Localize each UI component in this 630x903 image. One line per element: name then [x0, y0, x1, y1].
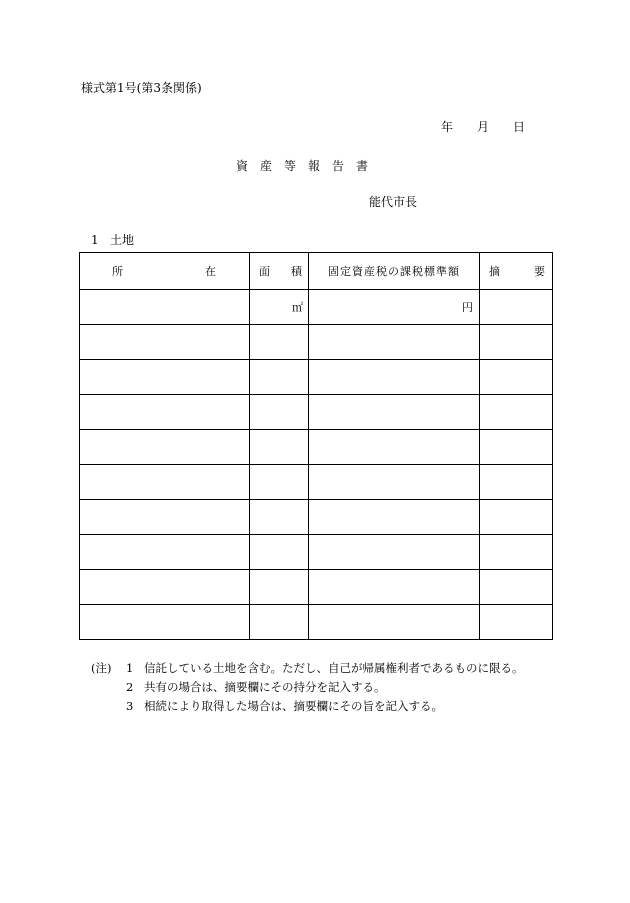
cell-remarks[interactable] — [480, 570, 553, 605]
cell-location[interactable] — [80, 535, 250, 570]
table-row — [80, 325, 553, 360]
date-month-label: 月 — [477, 120, 490, 134]
table-row — [80, 290, 553, 325]
table-row — [80, 360, 553, 395]
header-tax-value-label: 固定資産税の課税標準額 — [328, 265, 460, 278]
cell-tax-value[interactable] — [309, 570, 480, 605]
note-item — [91, 659, 524, 678]
date-day-label: 日 — [513, 120, 526, 134]
table-row — [80, 605, 553, 640]
cell-location[interactable] — [80, 465, 250, 500]
header-location-part2: 在 — [205, 265, 216, 278]
table-row — [80, 570, 553, 605]
area-unit: ㎡ — [292, 301, 303, 314]
header-area — [250, 253, 309, 290]
cell-area[interactable] — [250, 570, 309, 605]
form-number: 様式第1号(第3条関係) — [81, 81, 202, 95]
cell-remarks[interactable] — [480, 325, 553, 360]
cell-remarks[interactable] — [480, 360, 553, 395]
section-heading — [91, 231, 134, 248]
note-item — [91, 678, 524, 697]
cell-tax-value[interactable] — [309, 325, 480, 360]
cell-area[interactable] — [250, 360, 309, 395]
cell-area[interactable] — [250, 535, 309, 570]
note-item — [91, 697, 524, 716]
cell-location[interactable] — [80, 325, 250, 360]
cell-area[interactable] — [250, 395, 309, 430]
cell-area-unit[interactable] — [250, 290, 309, 325]
cell-location[interactable] — [80, 290, 250, 325]
cell-tax-value[interactable] — [309, 605, 480, 640]
cell-location[interactable] — [80, 500, 250, 535]
yen-unit: 円 — [462, 301, 473, 314]
document-title: 資産等報告書 — [236, 159, 381, 173]
cell-tax-value[interactable] — [309, 500, 480, 535]
notes-label: (注) — [91, 661, 112, 675]
cell-location[interactable] — [80, 360, 250, 395]
table-row — [80, 430, 553, 465]
note-number: 2 — [126, 680, 134, 694]
cell-area[interactable] — [250, 325, 309, 360]
table-header-row — [80, 253, 553, 290]
cell-area[interactable] — [250, 605, 309, 640]
notes — [91, 659, 524, 716]
note-number: 3 — [126, 699, 134, 713]
cell-location[interactable] — [80, 430, 250, 465]
cell-remarks[interactable] — [480, 500, 553, 535]
cell-remarks[interactable] — [480, 605, 553, 640]
header-remarks-part1: 摘 — [489, 265, 500, 278]
table-row — [80, 535, 553, 570]
header-location — [80, 253, 250, 290]
cell-tax-value[interactable] — [309, 360, 480, 395]
note-number: 1 — [126, 661, 134, 675]
section-label: 土地 — [110, 233, 135, 247]
cell-remarks[interactable] — [480, 395, 553, 430]
cell-location[interactable] — [80, 395, 250, 430]
table-row — [80, 500, 553, 535]
cell-area[interactable] — [250, 430, 309, 465]
header-location-part1: 所 — [112, 265, 123, 278]
cell-remarks[interactable] — [480, 430, 553, 465]
cell-tax-value-unit[interactable] — [309, 290, 480, 325]
cell-remarks[interactable] — [480, 535, 553, 570]
addressee: 能代市長 — [369, 195, 418, 209]
header-remarks — [480, 253, 553, 290]
date-line — [441, 118, 525, 135]
header-tax-value — [309, 253, 480, 290]
section-number: 1 — [91, 233, 99, 247]
note-text: 共有の場合は、摘要欄にその持分を記入する。 — [144, 680, 386, 694]
table-row — [80, 395, 553, 430]
header-area-part2: 積 — [291, 265, 302, 278]
header-remarks-part2: 要 — [534, 265, 545, 278]
cell-remarks[interactable] — [480, 465, 553, 500]
date-year-label: 年 — [441, 120, 454, 134]
note-text: 信託している土地を含む。ただし、自己が帰属権利者であるものに限る。 — [144, 661, 524, 675]
cell-location[interactable] — [80, 605, 250, 640]
cell-tax-value[interactable] — [309, 430, 480, 465]
cell-tax-value[interactable] — [309, 535, 480, 570]
cell-area[interactable] — [250, 465, 309, 500]
cell-tax-value[interactable] — [309, 395, 480, 430]
land-table — [79, 252, 553, 640]
cell-tax-value[interactable] — [309, 465, 480, 500]
cell-location[interactable] — [80, 570, 250, 605]
cell-remarks[interactable] — [480, 290, 553, 325]
header-area-part1: 面 — [259, 265, 270, 278]
table-row — [80, 465, 553, 500]
note-text: 相続により取得した場合は、摘要欄にその旨を記入する。 — [144, 699, 443, 713]
cell-area[interactable] — [250, 500, 309, 535]
